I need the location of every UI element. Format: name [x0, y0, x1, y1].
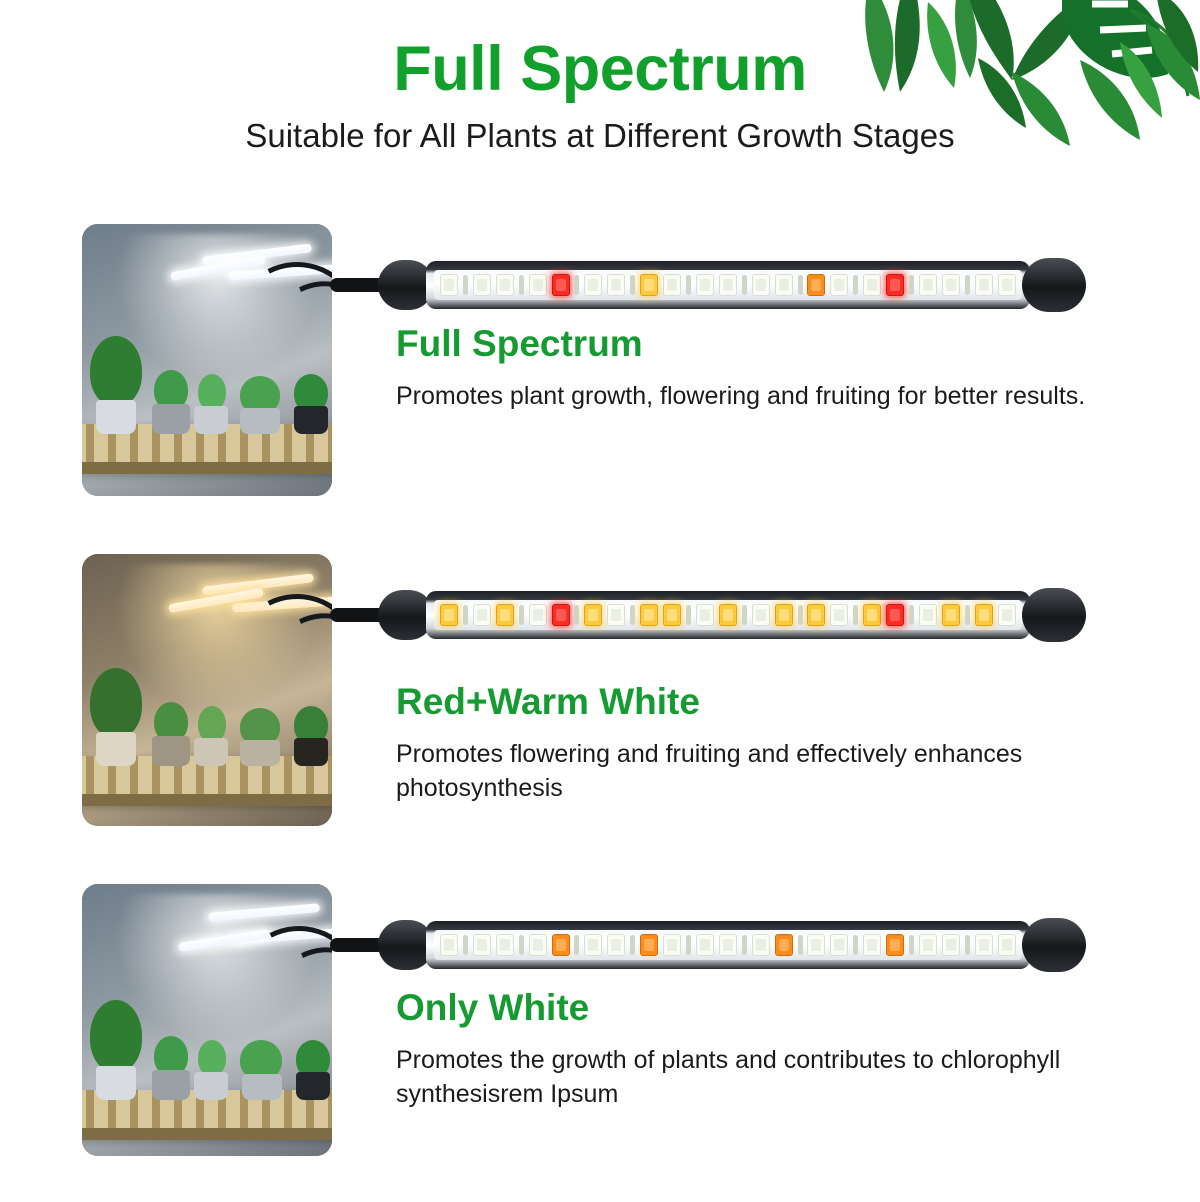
led-strip-only-white — [434, 930, 1022, 960]
page-title: Full Spectrum — [393, 34, 807, 104]
feature-title: Only White — [396, 987, 590, 1028]
led-bar-endcap-right — [1022, 258, 1086, 312]
feature-description: Promotes the growth of plants and contributes to chlorophyll synthesisrem Ipsum — [396, 1045, 1061, 1109]
page-subtitle: Suitable for All Plants at Different Growth Stages — [245, 117, 955, 155]
feature-title: Red+Warm White — [396, 681, 700, 722]
feature-text-full-spectrum — [396, 324, 1085, 413]
feature-description: Promotes plant growth, flowering and fruiting for better results. — [396, 381, 1086, 410]
feature-thumbnail-only-white — [82, 884, 332, 1156]
led-strip-full-spectrum — [434, 270, 1022, 300]
feature-thumbnail-red-warm-white — [82, 554, 332, 826]
feature-text-only-white — [396, 988, 1096, 1112]
led-bar-red-warm-white — [330, 578, 1120, 652]
feature-text-red-warm-white — [396, 682, 1096, 806]
led-bar-only-white — [330, 908, 1120, 982]
feature-title: Full Spectrum — [396, 323, 643, 364]
feature-row-only-white — [0, 872, 1200, 1202]
led-bar-full-spectrum — [330, 248, 1120, 322]
led-bar-endcap-right — [1022, 588, 1086, 642]
feature-row-red-warm-white — [0, 542, 1200, 872]
led-bar-endcap-right — [1022, 918, 1086, 972]
led-strip-red-warm-white — [434, 600, 1022, 630]
feature-description: Promotes flowering and fruiting and effectively enhances photosynthesis — [396, 739, 1023, 803]
header — [0, 36, 1200, 154]
feature-row-full-spectrum — [0, 212, 1200, 542]
feature-thumbnail-full-spectrum — [82, 224, 332, 496]
